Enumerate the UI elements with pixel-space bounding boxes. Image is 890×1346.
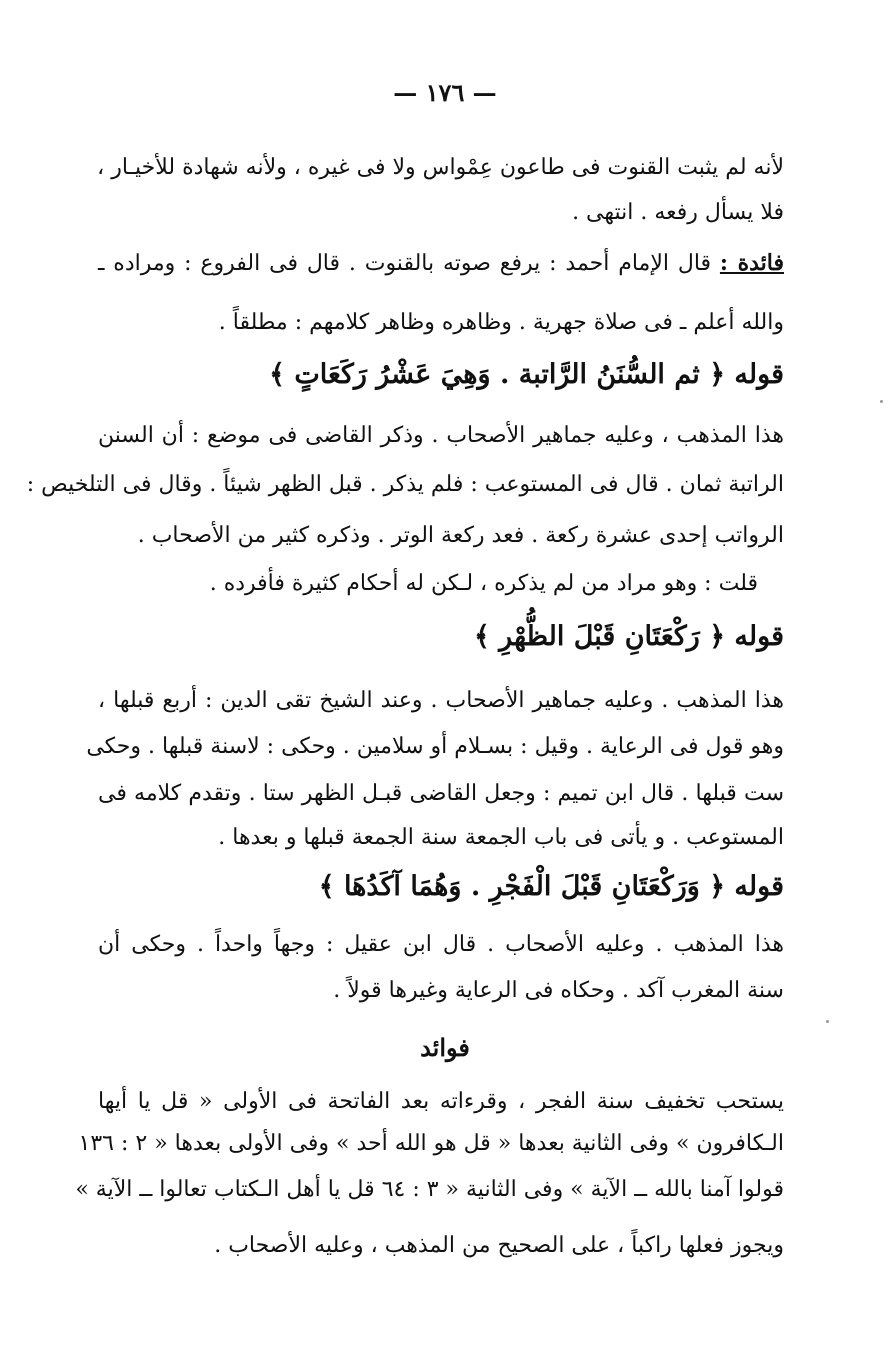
text-line: قلت : وهو مراد من لم يذكره ، لـكن له أحكام كثيرة فأفرده . bbox=[209, 571, 758, 596]
print-speck bbox=[826, 1020, 829, 1023]
text-line: هذا المذهب . وعليه الأصحاب . قال ابن عقيل : وجهاً واحداً . وحكى أن bbox=[98, 932, 784, 957]
text-line: والله أعلم ـ فى صلاة جهرية . وظاهره وظاهر كلامهم : مطلقاً . bbox=[218, 310, 784, 335]
text-line: ويجوز فعلها راكباً ، على الصحيح من المذهب ، وعليه الأصحاب . bbox=[214, 1233, 784, 1258]
section-heading: قوله ﴿ ثم السُّنَنُ الرَّاتبة . وَهِيَ عَشْرُ رَكَعَاتٍ ﴾ bbox=[269, 359, 784, 390]
print-speck bbox=[880, 400, 883, 403]
text-line: الراتبة ثمان . قال فى المستوعب : فلم يذكر . قبل الظهر شيئاً . وقال فى التلخيص : bbox=[26, 472, 784, 497]
section-heading: قوله ﴿ رَكْعَتَانِ قَبْلَ الظُّهْرِ ﴾ bbox=[473, 621, 784, 652]
text-line: الرواتب إحدى عشرة ركعة . فعد ركعة الوتر . وذكره كثير من الأصحاب . bbox=[137, 523, 784, 548]
section-heading: قوله ﴿ وَرَكْعَتَانِ قَبْلَ الْفَجْرِ . وَهُمَا آكَدُهَا ﴾ bbox=[318, 871, 784, 902]
note-label: فائدة : bbox=[719, 250, 784, 276]
text-line: يستحب تخفيف سنة الفجر ، وقرءاته بعد الفاتحة فى الأولى « قل يا أيها bbox=[98, 1089, 784, 1114]
text-line: ست قبلها . قال ابن تميم : وجعل القاضى قبـل الظهر ستا . وتقدم كلامه فى bbox=[98, 781, 784, 806]
text-line: لأنه لم يثبت القنوت فى طاعون عِمْواس ولا فى غيره ، ولأنه شهادة للأخيـار ، bbox=[97, 155, 784, 180]
text-line bbox=[98, 243, 784, 283]
subsection-heading: فوائد bbox=[420, 1033, 470, 1062]
text-line: فلا يسأل رفعه . انتهى . bbox=[572, 200, 784, 225]
text-line: الـكافرون » وفى الثانية بعدها « قل هو الله أحد » وفى الأولى بعدها « ٢ : ١٣٦ bbox=[78, 1131, 784, 1156]
note-text: قال الإمام أحمد : يرفع صوته بالقنوت . قال فى الفروع : ومراده ـ bbox=[98, 251, 712, 276]
text-line: هذا المذهب ، وعليه جماهير الأصحاب . وذكر القاضى فى موضع : أن السنن bbox=[98, 423, 784, 448]
text-line: هذا المذهب . وعليه جماهير الأصحاب . وعند الشيخ تقى الدين : أربع قبلها ، bbox=[98, 688, 784, 713]
text-line: وهو قول فى الرعاية . وقيل : بسـلام أو سلامين . وحكى : لاسنة قبلها . وحكى bbox=[86, 734, 784, 759]
text-line: قولوا آمنا بالله ــ الآية » وفى الثانية « ٣ : ٦٤ قل يا أهل الـكتاب تعالوا ــ الآية » bbox=[75, 1177, 784, 1202]
text-line: سنة المغرب آكد . وحكاه فى الرعاية وغيرها قولاً . bbox=[333, 978, 784, 1003]
text-line: المستوعب . و يأتى فى باب الجمعة سنة الجمعة قبلها و بعدها . bbox=[218, 825, 784, 850]
page-number: — ١٧٦ — bbox=[393, 78, 497, 107]
